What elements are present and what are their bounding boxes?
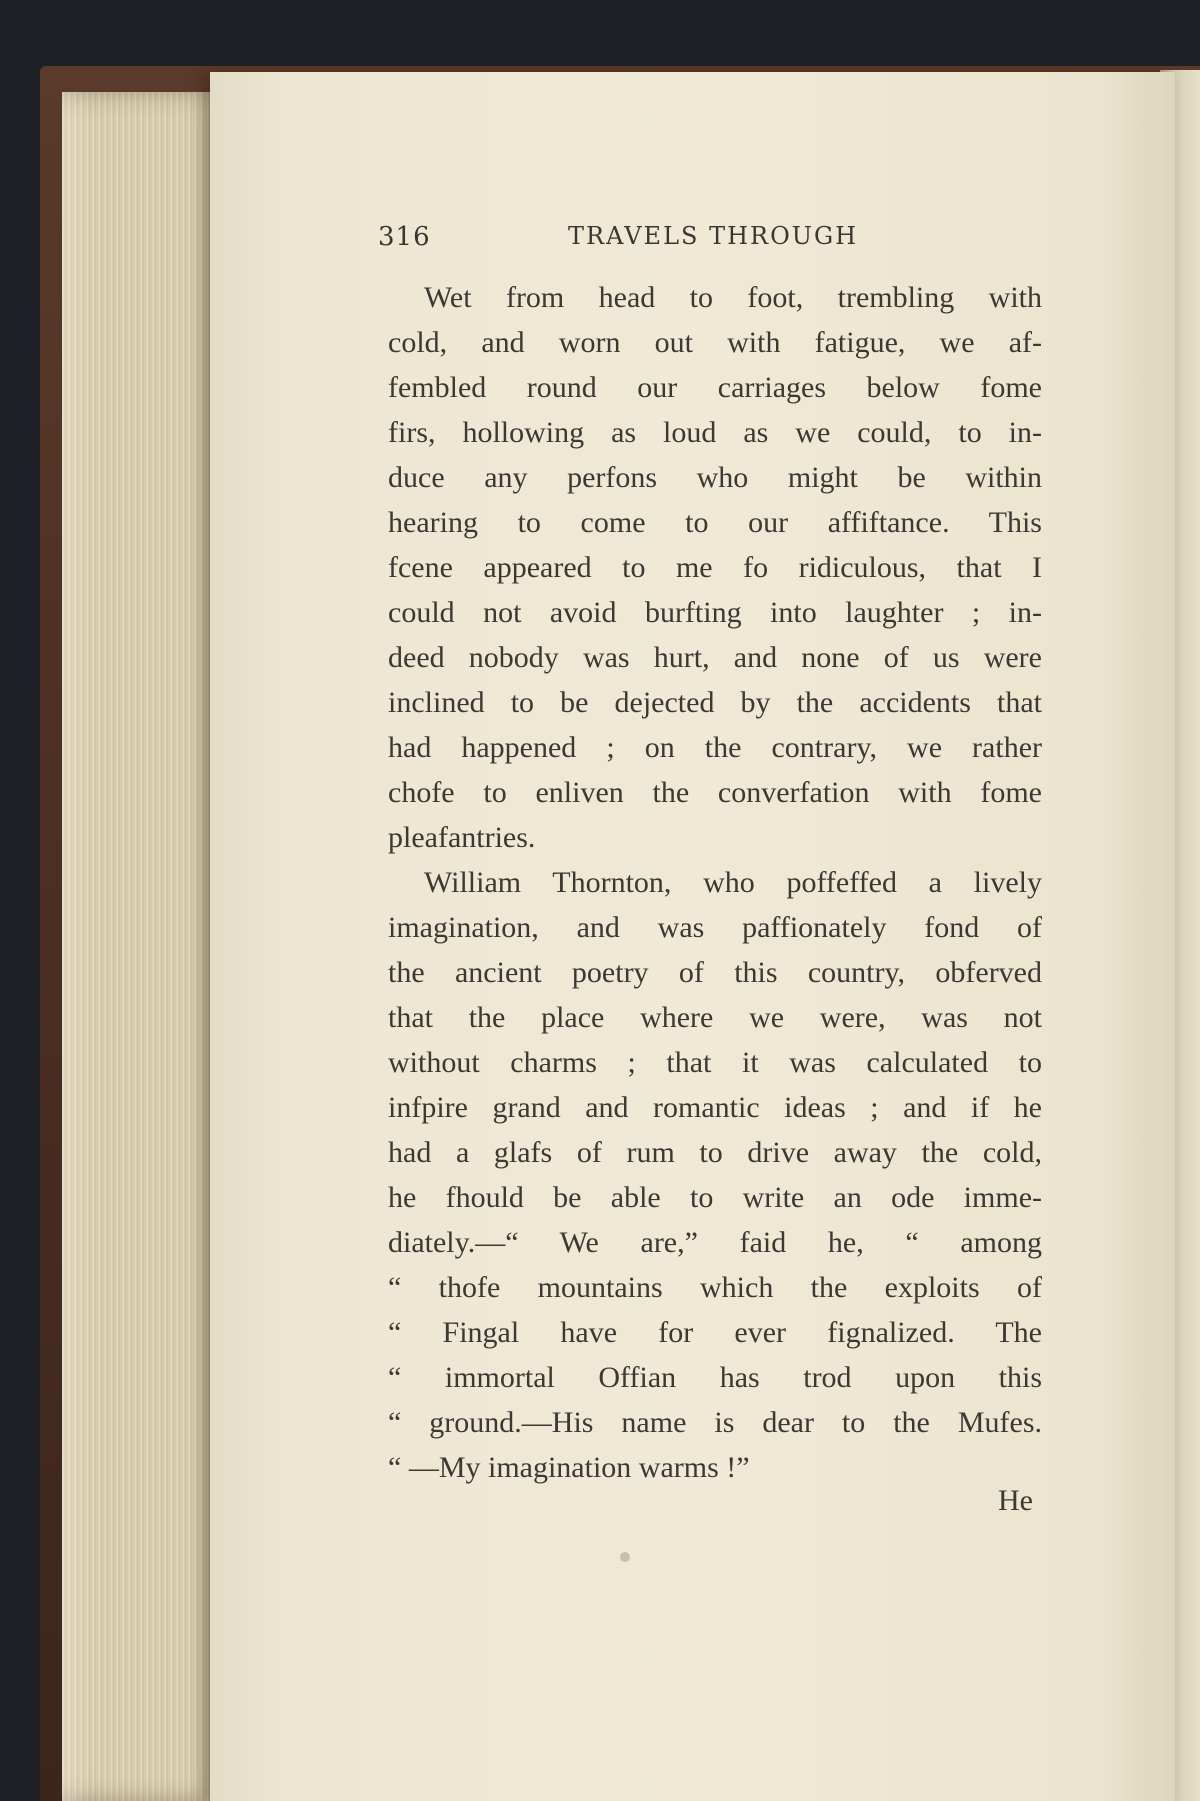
text-line: William Thornton, who poffeffed a lively — [424, 866, 1042, 899]
text-line: could not avoid burfting into laughter ; in- — [388, 596, 1042, 629]
text-line: “ thofe mountains which the exploits of — [388, 1271, 1042, 1304]
text-line: imagination, and was paffionately fond of — [388, 911, 1042, 944]
page-number: 316 — [378, 222, 431, 252]
text-line: “ —My imagination warms !” — [388, 1451, 750, 1484]
text-line: cold, and worn out with fatigue, we af- — [388, 326, 1042, 359]
paper-speck — [620, 1552, 630, 1562]
text-line: he fhould be able to write an ode imme- — [388, 1181, 1042, 1214]
text-line: “ ground.—His name is dear to the Mufes. — [388, 1406, 1042, 1439]
catchword: He — [998, 1484, 1033, 1517]
page-header — [378, 222, 1068, 262]
text-line: that the place where we were, was not — [388, 1001, 1042, 1034]
text-line: chofe to enliven the converfation with fome — [388, 776, 1042, 809]
text-line: diately.—“ We are,” faid he, “ among — [388, 1226, 1042, 1259]
text-line: firs, hollowing as loud as we could, to in- — [388, 416, 1042, 449]
text-line: had a glafs of rum to drive away the cold, — [388, 1136, 1042, 1169]
text-line: infpire grand and romantic ideas ; and if he — [388, 1091, 1042, 1124]
text-line: duce any perfons who might be within — [388, 461, 1042, 494]
text-line: the ancient poetry of this country, obferved — [388, 956, 1042, 989]
page-edge-highlight — [62, 92, 92, 1801]
text-line: “ immortal Offian has trod upon this — [388, 1361, 1042, 1394]
text-line: fembled round our carriages below fome — [388, 371, 1042, 404]
text-line: deed nobody was hurt, and none of us were — [388, 641, 1042, 674]
text-line: fcene appeared to me fo ridiculous, that I — [388, 551, 1042, 584]
body-text — [388, 275, 1042, 1490]
text-line: pleafantries. — [388, 821, 536, 854]
text-line: hearing to come to our affiftance. This — [388, 506, 1042, 539]
text-line: Wet from head to foot, trembling with — [424, 281, 1042, 314]
text-line: inclined to be dejected by the accidents that — [388, 686, 1042, 719]
running-head: TRAVELS THROUGH — [568, 222, 859, 250]
text-line: had happened ; on the contrary, we rather — [388, 731, 1042, 764]
text-line: without charms ; that it was calculated to — [388, 1046, 1042, 1079]
text-line: “ Fingal have for ever fignalized. The — [388, 1316, 1042, 1349]
